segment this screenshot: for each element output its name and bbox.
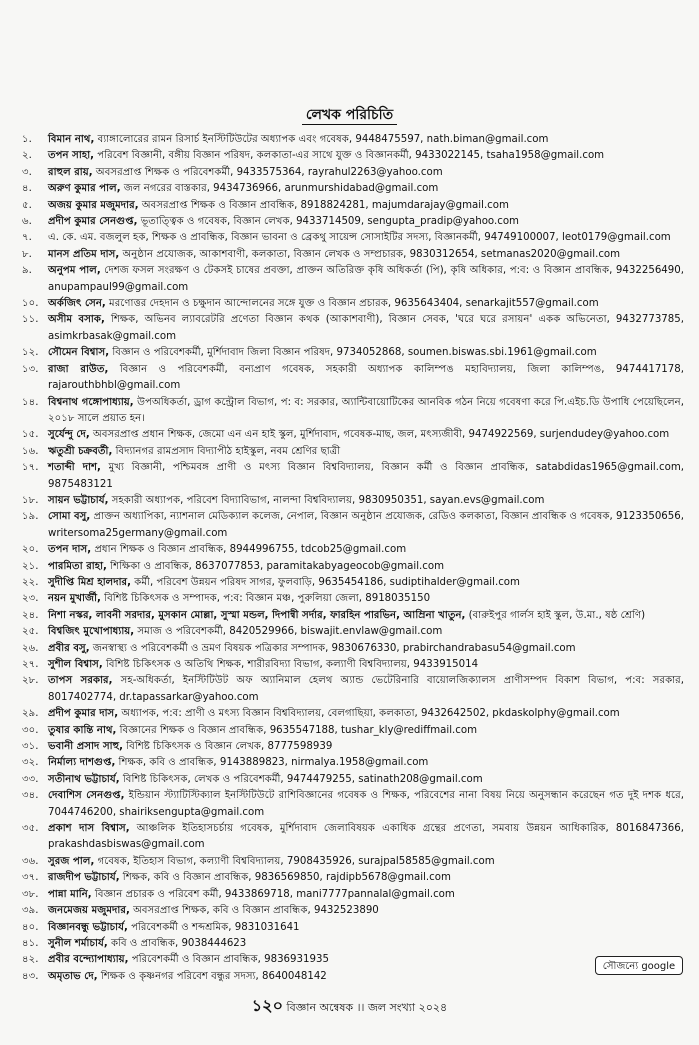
- list-item: [22, 788, 684, 821]
- author-description: আঞ্চলিক ইতিহাসচর্চায় গবেষক, মুর্শিদাবাদ জেলাবিষয়ক একাধিক গ্রন্থের প্রণেতা, সমবায় উন্নয়ন আধিকারিক, 8016847366, prakashdasbiswas@gmail.com: [48, 823, 684, 851]
- author-description: ব্যাঙ্গালোরের রামন রিসার্চ ইনস্টিটিউটের অধ্যাপক এবং গবেষক, 9448475597, nath.biman@gmail.com: [94, 134, 549, 145]
- author-name: বিশ্বজিৎ মুখোপাধ্যায়,: [48, 626, 135, 638]
- author-name: প্রকাশ দাস বিশ্বাস,: [48, 823, 130, 835]
- author-name: ভবানী প্রসাদ সাহু,: [48, 741, 124, 753]
- list-item: [22, 755, 684, 771]
- entry-text: [48, 509, 684, 542]
- author-description: গবেষক, ইতিহাস বিভাগ, কল্যাণী বিশ্ববিদ্যালয়, 7908435926, surajpal58585@gmail.com: [94, 855, 495, 867]
- author-name: সুরজ পাল,: [48, 855, 95, 867]
- entry-text: [48, 230, 684, 246]
- author-description: দেশজ ফসল সংরক্ষণ ও টেকসই চাষের প্রবক্তা, প্রাক্তন অতিরিক্ত কৃষি অধিকর্তা (পি), কৃষি অধিকার, প:ব: ও বিজ্ঞান প্রাবন্ধিক, 9432256490, anupampaul99@gmail.com: [48, 265, 684, 293]
- list-item: [22, 444, 684, 460]
- entry-number: ২৫.: [22, 626, 39, 638]
- entry-text: [48, 542, 684, 558]
- list-item: [22, 772, 684, 788]
- author-name: অরুণ কুমার পাল,: [48, 183, 121, 195]
- list-item: [22, 165, 684, 181]
- entry-number: ২৪.: [22, 609, 39, 621]
- author-description: বিশিষ্ট চিকিৎসক, লেখক ও পরিবেশকর্মী, 9474479255, satinath208@gmail.com: [119, 773, 483, 785]
- entry-text: [48, 247, 684, 263]
- list-item: [22, 247, 684, 263]
- author-name: মানস প্রতিম দাস,: [48, 248, 120, 260]
- entry-number: ১০.: [22, 298, 39, 310]
- entry-number: ১৯.: [22, 511, 39, 523]
- author-name: বিমান নাথ,: [48, 134, 95, 145]
- entry-number: ২৯.: [22, 708, 39, 720]
- author-name: সৌমেন বিশ্বাস,: [48, 347, 110, 359]
- list-item: [22, 559, 684, 575]
- entry-number: ২০.: [22, 544, 39, 556]
- author-description: শিক্ষক, কবি ও প্রাবন্ধিক, 9143889823, nirmalya.1958@gmail.com: [115, 757, 429, 769]
- entry-number: ৯.: [22, 265, 32, 277]
- author-description: প্রাক্তন অধ্যাপিকা, ন্যাশনাল মেডিক্যাল কলেজ, নেপাল, বিজ্ঞান অনুষ্ঠান প্রযোজক, রেডিও কলকাতা, বিজ্ঞান প্রাবন্ধিক ও গবেষক, 9123350656, writersoma25germany@gmail.com: [48, 511, 684, 539]
- author-description: শিক্ষক, অভিনব ল্যাবরেটরি প্রণেতা বিজ্ঞান কথক (আকাশবাণী), বিজ্ঞান সেবক, 'ঘরে ঘরে রসায়ন' একক অভিনেতা, 9432773785, asimkrbasak@gmail.com: [48, 314, 684, 342]
- entry-text: [48, 755, 684, 771]
- author-name: তুষার কান্তি নাথ,: [48, 724, 117, 736]
- author-description: বিজ্ঞানের শিক্ষক ও বিজ্ঞান প্রাবন্ধিক, 9635547188, tushar_kly@rediffmail.com: [116, 724, 478, 736]
- entry-text: [48, 296, 684, 312]
- entry-number: ২৬.: [22, 642, 39, 654]
- entry-number: ৩৭.: [22, 872, 39, 884]
- author-description: পরিবেশকর্মী ও শব্দশ্রমিক, 9831031641: [127, 921, 300, 933]
- author-description: বিশিষ্ট চিকিৎসক ও বিজ্ঞান লেখক, 8777598939: [123, 741, 333, 753]
- author-description: বিজ্ঞান ও পরিবেশকর্মী, মুর্শিদাবাদ জিলা বিজ্ঞান পরিষদ, 9734052868, soumen.biswas.sbi.1961@gmail.com: [109, 347, 597, 359]
- author-name: বিশ্বনাথ গঙ্গোপাধ্যায়,: [48, 396, 134, 408]
- entry-number: ৬.: [22, 216, 32, 228]
- page-title: লেখক পরিচিতি: [0, 103, 699, 127]
- author-description: কবি ও প্রাবন্ধিক, 9038444623: [107, 937, 247, 949]
- entry-number: ৪২.: [22, 954, 39, 966]
- entry-number: ২৩.: [22, 593, 39, 605]
- entry-text: [48, 345, 684, 361]
- list-item: [22, 608, 684, 624]
- entry-number: ৮.: [22, 248, 32, 260]
- entry-number: ৩৩.: [22, 773, 39, 785]
- entry-number: ২৭.: [22, 659, 39, 670]
- entry-text: [48, 148, 684, 164]
- author-description: অবসরপ্রাপ্ত শিক্ষক ও পরিবেশকর্মী, 9433575364, rayrahul2263@yahoo.com: [92, 166, 443, 178]
- author-name: অজয় কুমার মজুমদার,: [48, 199, 139, 211]
- entry-number: ৪০.: [22, 921, 39, 933]
- entry-text: [48, 591, 684, 607]
- list-item: [22, 181, 684, 197]
- entry-number: ১.: [22, 134, 32, 145]
- list-item: [22, 936, 684, 952]
- page-footer: [0, 993, 699, 1020]
- entry-text: [48, 952, 684, 968]
- author-name: তাপস সরকার,: [48, 675, 113, 687]
- list-item: [22, 296, 684, 312]
- list-item: [22, 427, 684, 443]
- entry-number: ১৮.: [22, 494, 39, 506]
- author-name: নয়ন মুখার্জী,: [48, 593, 101, 605]
- entry-text: [48, 312, 684, 345]
- author-name: বিজ্ঞানবন্ধু ভট্টাচার্য,: [48, 921, 128, 933]
- author-name: পারমিতা রাহা,: [48, 560, 107, 572]
- author-name: ঋতুশ্রী চক্রবর্তী,: [48, 445, 113, 457]
- list-item: [22, 657, 684, 673]
- list-item: [22, 673, 684, 706]
- list-item: [22, 870, 684, 886]
- list-item: [22, 214, 684, 230]
- list-item: [22, 460, 684, 493]
- author-name: সুদীপ্তি মিশ্র হালদার,: [48, 576, 132, 588]
- list-item: [22, 312, 684, 345]
- list-item: [22, 362, 684, 395]
- author-description: বিশিষ্ট চিকিৎসক ও অতিথি শিক্ষক, শারীরবিদ্যা বিভাগ, কল্যাণী বিশ্ববিদ্যালয়, 9433915014: [102, 659, 479, 670]
- author-description: শিক্ষিকা ও প্রাবন্ধিক, 8637077853, paramitakabyageocob@gmail.com: [106, 560, 445, 572]
- entry-text: [48, 263, 684, 296]
- entry-number: ৩৮.: [22, 888, 39, 900]
- author-description: (বারুইপুর গার্লস হাই স্কুল, উ.মা., ষষ্ঠ শ্রেণি): [465, 609, 646, 621]
- entry-number: ১৩.: [22, 363, 39, 375]
- author-description: বিজ্ঞান প্রচারক ও পরিবেশ কর্মী, 9433869718, mani7777pannalal@gmail.com: [91, 888, 455, 900]
- author-description: মরণোত্তর দেহদান ও চক্ষুদান আন্দোলনের সঙ্গে যুক্ত ও বিজ্ঞান প্রচারক, 9635643404, senarkajit557@gmail.com: [105, 298, 599, 310]
- author-name: নিশা নস্কর, লাবনী সরদার, মুসকান মোল্লা, সুস্মা মন্ডল, দিপান্বী সর্দার, ফারহিন পারভিন, আম্রিনা খাতুন,: [48, 609, 466, 621]
- entry-number: ৭.: [22, 232, 32, 244]
- author-description: বিজ্ঞান ও পরিবেশকর্মী, বন্যপ্রাণ গবেষক, সহকারী অধ্যাপক কালিম্পঙ মহাবিদ্যালয়, জিলা কালিম্পঙ, 9474417178, rajarouthbhbl@gmail.com: [48, 363, 684, 392]
- entry-text: [48, 395, 684, 428]
- entry-text: [48, 559, 684, 575]
- entry-number: ২২.: [22, 576, 39, 588]
- author-name: সুনীল শর্মাচার্য,: [48, 937, 108, 949]
- entry-text: [48, 608, 684, 624]
- author-description: সহকারী অধ্যাপক, পরিবেশ বিদ্যাবিভাগ, নালন্দা বিশ্ববিদ্যালয়, 9830950351, sayan.evs@gmail.com: [108, 494, 545, 506]
- list-item: [22, 920, 684, 936]
- author-description: ইন্ডিয়ান স্ট্যাটিস্টিক্যাল ইনস্টিটিউটে রাশিবিজ্ঞানের গবেষক ও শিক্ষক, পরিবেশের নানা বিষয় নিয়ে অনুসন্ধান করেছেন গত দুই দশক ধরে, 7044746200, shairiksengupta@gmail.com: [48, 790, 684, 818]
- author-description: শিক্ষক ও কৃষ্ণনগর পরিবেশ বন্ধুর সদস্য, 8640048142: [97, 970, 327, 982]
- entry-text: [48, 870, 684, 886]
- entry-text: [48, 624, 684, 640]
- entry-number: ১২.: [22, 347, 39, 359]
- entry-text: [48, 788, 684, 821]
- entry-text: [48, 887, 684, 903]
- list-item: [22, 952, 684, 968]
- entry-number: ৩২.: [22, 757, 39, 769]
- author-name: অসীম বসাক,: [48, 314, 105, 326]
- entry-text: [48, 772, 684, 788]
- list-item: [22, 575, 684, 591]
- list-item: [22, 706, 684, 722]
- entry-text: [48, 673, 684, 706]
- author-description: অধ্যাপক, প:ব: প্রাণী ও মৎস্য বিজ্ঞান বিশ্ববিদ্যালয়, বেলগাছিয়া, কলকাতা, 9432642502, pkdaskolphy@gmail.com: [118, 708, 620, 720]
- author-description: সহ-অধিকর্তা, ইনস্টিটিউট অফ অ্যানিমাল হেলথ অ্যান্ড ভেটেরিনারি বায়োলজিক্যালস প্রাণীসম্পদ বিকাশ বিভাগ, প:ব: সরকার, 8017402774, dr.tapassarkar@yahoo.com: [48, 675, 684, 703]
- author-name: সতীনাথ ভট্টাচার্য,: [48, 773, 120, 785]
- entry-text: [48, 903, 684, 919]
- list-item: [22, 542, 684, 558]
- entry-number: ১৬.: [22, 445, 39, 457]
- entry-number: ২.: [22, 150, 32, 162]
- list-item: [22, 591, 684, 607]
- author-name: অনুপম পাল,: [48, 265, 101, 277]
- author-name: সায়ন ভট্টাচার্য,: [48, 494, 109, 506]
- list-item: [22, 345, 684, 361]
- author-name: জনমেজয় মজুমদার,: [48, 905, 130, 917]
- author-name: প্রদীপ কুমার সেনগুপ্ত,: [48, 216, 138, 228]
- author-list: [22, 132, 684, 985]
- entry-number: ২৮.: [22, 675, 39, 687]
- list-item: [22, 624, 684, 640]
- list-item: [22, 821, 684, 854]
- list-item: [22, 969, 684, 985]
- image-credit: সৌজন্যে google: [595, 956, 683, 975]
- list-item: [22, 723, 684, 739]
- author-description: অবসরপ্রাপ্ত প্রধান শিক্ষক, জেমো এন এন হাই স্কুল, মুর্শিদাবাদ, গবেষক-মাছ, জল, মৎস্যজীবী, 9474922569, surjendudey@yahoo.com: [89, 429, 670, 441]
- entry-text: [48, 854, 684, 870]
- author-description: জনস্বাস্থ্য ও পরিবেশকর্মী ও ভ্রমণ বিষয়ক পত্রিকার সম্পাদক, 9830676330, prabirchandrabasu54@gmail.com: [89, 642, 576, 654]
- list-item: [22, 641, 684, 657]
- author-description: পরিবেশকর্মী ও বিজ্ঞান প্রাবন্ধিক, 9836931935: [128, 954, 329, 966]
- author-name: নির্মাল্য দাশগুপ্ত,: [48, 757, 116, 769]
- entry-number: ৩৫.: [22, 823, 39, 835]
- entry-text: [48, 706, 684, 722]
- author-name: রাহুল রায়,: [48, 166, 93, 178]
- entry-text: [48, 657, 684, 673]
- entry-number: ৩৬.: [22, 855, 39, 867]
- author-description: অবসরপ্রাপ্ত শিক্ষক ও বিজ্ঞান প্রাবন্ধিক, 8918824281, majumdarajay@gmail.com: [138, 199, 509, 211]
- entry-text: [48, 575, 684, 591]
- page-number: ১২০: [251, 996, 283, 1015]
- author-name: প্রবীর বসু,: [48, 642, 90, 654]
- list-item: [22, 854, 684, 870]
- list-item: [22, 739, 684, 755]
- entry-text: [48, 444, 684, 460]
- author-name: তপন দাস,: [48, 544, 92, 556]
- entry-number: ৩৯.: [22, 905, 39, 917]
- author-name: অর্কজিৎ সেন,: [48, 298, 106, 310]
- author-description: বিদ্যানগর রামপ্রসাদ বিদ্যাপীঠ হাইস্কুল, নবম শ্রেণির ছাত্রী: [112, 445, 341, 457]
- entry-number: ৪১.: [22, 937, 39, 949]
- entry-text: [48, 969, 684, 985]
- author-description: অনুষ্ঠান প্রযোজক, আকাশবাণী, কলকাতা, বিজ্ঞান লেখক ও সম্প্রচারক, 9830312654, setmanas2020@gmail.com: [119, 248, 621, 260]
- entry-text: [48, 739, 684, 755]
- entry-text: [48, 427, 684, 443]
- entry-text: [48, 132, 684, 148]
- entry-number: ১৪.: [22, 396, 39, 408]
- author-description: মুখ্য বিজ্ঞানী, পশ্চিমবঙ্গ প্রাণী ও মৎস্য বিজ্ঞান বিশ্ববিদ্যালয়, বিজ্ঞান কর্মী ও বিজ্ঞান প্রাবন্ধিক, satabdidas1965@gmail.com, 9875483121: [48, 462, 684, 490]
- entry-number: ৪.: [22, 183, 32, 195]
- entry-number: ৩১.: [22, 741, 39, 753]
- entry-number: ১৫.: [22, 429, 39, 441]
- author-description: উপঅধিকর্তা, ড্রাগ কন্ট্রোল বিভাগ, প: ব: সরকার, অ্যান্টিবায়োটিকের আনবিক গঠন নিয়ে গবেষণা করে পি.এইচ.ডি উপাধি পেয়েছিলেন, ২০১৮ সালে প্রয়াত হন।: [48, 396, 685, 424]
- entry-number: ১১.: [22, 314, 39, 326]
- entry-number: ৩.: [22, 166, 32, 178]
- entry-text: [48, 198, 684, 214]
- list-item: [22, 132, 684, 148]
- entry-text: [48, 165, 684, 181]
- author-description: প্রধান শিক্ষক ও বিজ্ঞান প্রাবন্ধিক, 8944996755, tdcob25@gmail.com: [91, 544, 407, 556]
- author-name: পান্না মানি,: [48, 888, 92, 900]
- author-description: অবসরপ্রাপ্ত শিক্ষক, কবি ও বিজ্ঞান প্রাবন্ধিক, 9432523890: [129, 905, 379, 917]
- journal-name: বিজ্ঞান অন্বেষক ।। জল সংখ্যা ২০২৪: [286, 1001, 448, 1014]
- list-item: [22, 148, 684, 164]
- entry-number: ৫.: [22, 199, 32, 211]
- author-description: এ. কে. এম. বজলুল হক, শিক্ষক ও প্রাবন্ধিক, বিজ্ঞান ভাবনা ও ব্রেকথু সায়েন্স সোসাইটির সদস্য, বিজ্ঞানকর্মী, 94749100007, leot0179@gmail.com: [48, 232, 671, 244]
- list-item: [22, 198, 684, 214]
- author-description: জল নগরের বাস্তকার, 9434736966, arunmurshidabad@gmail.com: [120, 183, 439, 195]
- entry-number: ২১.: [22, 560, 39, 572]
- entry-text: [48, 181, 684, 197]
- author-description: সমাজ ও পরিবেশকর্মী, 8420529966, biswajit.envlaw@gmail.com: [134, 626, 443, 638]
- entry-text: [48, 821, 684, 854]
- author-name: রাজা রাউত,: [48, 363, 109, 375]
- author-name: অমৃতাভ দে,: [48, 970, 98, 982]
- author-name: সুর্যেন্দু দে,: [48, 429, 90, 441]
- entry-number: ৩০.: [22, 724, 39, 736]
- entry-text: [48, 493, 684, 509]
- author-description: বিশিষ্ট চিকিৎসক ও সম্পাদক, প:ব: বিজ্ঞান মঞ্চ, পুরুলিয়া জেলা, 8918035150: [100, 593, 431, 605]
- entry-text: [48, 460, 684, 493]
- author-description: কর্মী, পরিবেশ উন্নয়ন পরিষদ সাগর, ফুলবাড়ি, 9635454186, sudiptihalder@gmail.com: [131, 576, 520, 588]
- entry-number: ৪৩.: [22, 970, 39, 982]
- list-item: [22, 493, 684, 509]
- entry-text: [48, 936, 684, 952]
- author-name: শতাব্দী দাশ,: [48, 462, 101, 474]
- author-name: দেবাশিস সেনগুপ্ত,: [48, 790, 125, 802]
- entry-text: [48, 723, 684, 739]
- list-item: [22, 263, 684, 296]
- entry-text: [48, 362, 684, 395]
- author-name: সোমা বসু,: [48, 511, 91, 523]
- list-item: [22, 230, 684, 246]
- author-name: প্রদীপ কুমার দাস,: [48, 708, 119, 720]
- author-description: ভূতাত্ত্বিক ও গবেষক, বিজ্ঞান লেখক, 9433714509, sengupta_pradip@yahoo.com: [137, 216, 519, 228]
- author-name: রাজদীপ ভট্টাচার্য,: [48, 872, 120, 884]
- entry-text: [48, 214, 684, 230]
- entry-number: ১৭.: [22, 462, 39, 474]
- entry-text: [48, 641, 684, 657]
- entry-text: [48, 920, 684, 936]
- entry-number: ৩৪.: [22, 790, 39, 802]
- list-item: [22, 395, 684, 428]
- list-item: [22, 887, 684, 903]
- author-name: সুশীল বিশ্বাস,: [48, 659, 103, 670]
- author-name: তপন সাহা,: [48, 150, 95, 162]
- list-item: [22, 509, 684, 542]
- author-description: পরিবেশ বিজ্ঞানী, বঙ্গীয় বিজ্ঞান পরিষদ, কলকাতা-এর সাথে যুক্ত ও বিজ্ঞানকর্মী, 9433022145, tsaha1958@gmail.com: [94, 150, 605, 162]
- author-description: শিক্ষক, কবি ও বিজ্ঞান প্রাবন্ধিক, 9836569850, rajdipb5678@gmail.com: [119, 872, 451, 884]
- author-name: প্রবীর বন্দ্যোপাধ্যায়,: [48, 954, 129, 966]
- list-item: [22, 903, 684, 919]
